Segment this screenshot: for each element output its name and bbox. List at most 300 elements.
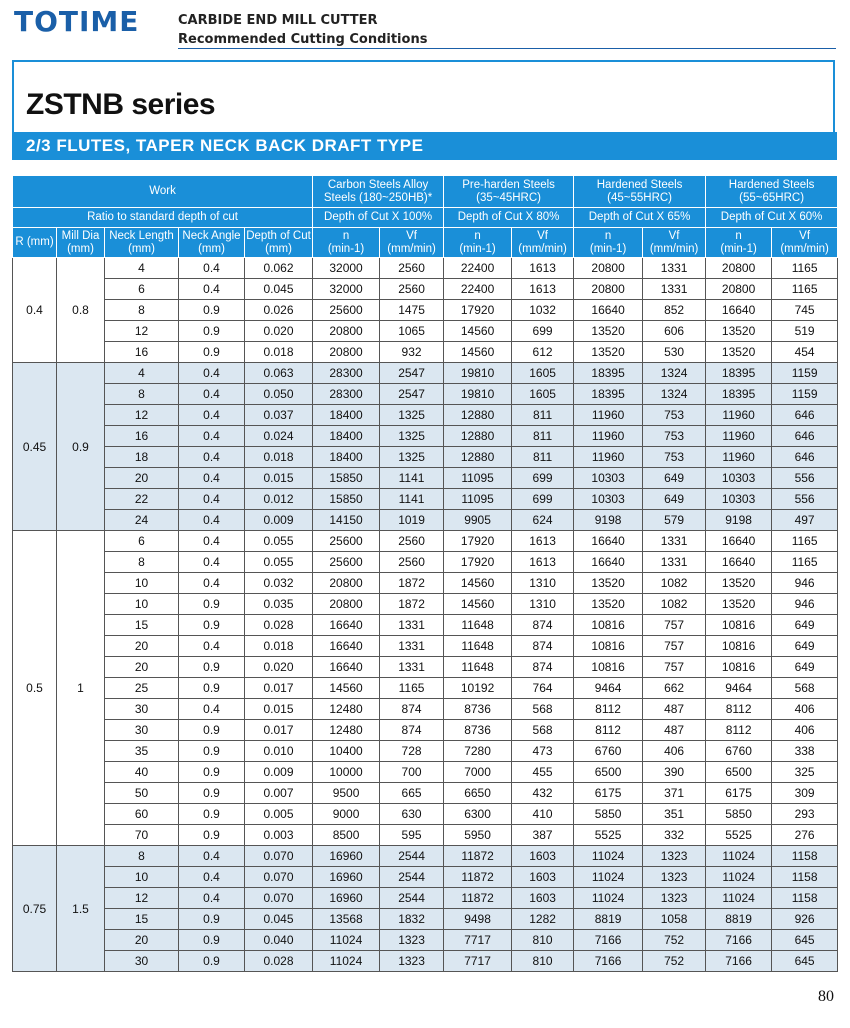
table-cell: 9198 [706,510,772,531]
table-cell: 1331 [643,279,706,300]
table-cell: 22400 [444,258,512,279]
table-cell: 1872 [380,573,444,594]
table-cell: 11024 [574,867,643,888]
table-cell: 16640 [313,657,380,678]
material-header: Carbon Steels Alloy Steels (180~250HB)* [313,176,444,208]
table-cell: 18395 [574,384,643,405]
radius-cell: 0.75 [13,846,57,972]
table-row [13,573,838,594]
table-cell: 0.020 [245,657,313,678]
table-cell: 10816 [574,657,643,678]
table-cell: 874 [380,720,444,741]
table-cell: 1159 [772,384,838,405]
table-cell: 645 [772,930,838,951]
table-row [13,657,838,678]
table-cell: 1019 [380,510,444,531]
table-cell: 0.9 [179,909,245,930]
table-cell: 1065 [380,321,444,342]
table-cell: 5525 [706,825,772,846]
table-row [13,783,838,804]
table-cell: 12480 [313,699,380,720]
table-cell: 11960 [574,426,643,447]
table-cell: 14560 [444,342,512,363]
table-cell: 16960 [313,867,380,888]
series-subtitle-bar: 2/3 FLUTES, TAPER NECK BACK DRAFT TYPE [12,132,837,160]
material-header: Pre-harden Steels (35~45HRC) [444,176,574,208]
doc-header: Depth of Cut X 80% [444,208,574,228]
table-cell: 17920 [444,300,512,321]
table-cell: 332 [643,825,706,846]
table-cell: 1613 [512,531,574,552]
table-cell: 1325 [380,405,444,426]
table-cell: 16640 [313,636,380,657]
table-cell: 7166 [574,930,643,951]
table-cell: 11648 [444,657,512,678]
table-row [13,804,838,825]
table-cell: 8 [105,846,179,867]
table-cell: 811 [512,447,574,468]
table-cell: 8 [105,552,179,573]
table-cell: 487 [643,699,706,720]
table-cell: 757 [643,657,706,678]
table-cell: 406 [772,699,838,720]
table-cell: 5850 [706,804,772,825]
table-cell: 22400 [444,279,512,300]
table-cell: 12880 [444,405,512,426]
table-cell: 0.4 [179,531,245,552]
vf-column-header: Vf (mm/min) [380,228,444,258]
table-row [13,447,838,468]
table-cell: 6760 [706,741,772,762]
table-cell: 0.4 [179,636,245,657]
mill-dia-cell: 0.9 [57,363,105,531]
table-cell: 6650 [444,783,512,804]
table-cell: 874 [512,615,574,636]
table-row [13,510,838,531]
table-cell: 646 [772,426,838,447]
table-row [13,888,838,909]
doc-header: Depth of Cut X 65% [574,208,706,228]
table-cell: 0.063 [245,363,313,384]
table-cell: 0.009 [245,510,313,531]
table-cell: 530 [643,342,706,363]
table-cell: 6 [105,279,179,300]
table-cell: 20800 [313,321,380,342]
header-rule [178,48,836,49]
table-cell: 1832 [380,909,444,930]
table-cell: 15 [105,615,179,636]
table-row [13,930,838,951]
table-cell: 18400 [313,405,380,426]
table-cell: 0.4 [179,363,245,384]
table-cell: 5525 [574,825,643,846]
table-cell: 6500 [574,762,643,783]
table-cell: 18400 [313,426,380,447]
table-cell: 16640 [574,552,643,573]
table-cell: 7280 [444,741,512,762]
table-cell: 8112 [574,699,643,720]
table-cell: 11648 [444,615,512,636]
table-cell: 309 [772,783,838,804]
table-cell: 0.9 [179,720,245,741]
table-cell: 0.9 [179,930,245,951]
table-cell: 757 [643,615,706,636]
table-cell: 11960 [706,405,772,426]
table-cell: 0.070 [245,888,313,909]
mill-dia-cell: 1.5 [57,846,105,972]
table-cell: 0.028 [245,615,313,636]
table-cell: 20 [105,468,179,489]
table-cell: 9464 [574,678,643,699]
table-cell: 19810 [444,363,512,384]
table-cell: 0.037 [245,405,313,426]
table-cell: 556 [772,468,838,489]
n-column-header: n (min-1) [444,228,512,258]
table-cell: 20800 [706,279,772,300]
table-cell: 487 [643,720,706,741]
table-cell: 20800 [706,258,772,279]
table-cell: 455 [512,762,574,783]
table-cell: 1032 [512,300,574,321]
table-cell: 11024 [574,846,643,867]
table-cell: 10 [105,594,179,615]
table-cell: 6 [105,531,179,552]
table-cell: 18 [105,447,179,468]
table-cell: 0.017 [245,678,313,699]
table-cell: 1323 [380,930,444,951]
table-cell: 1158 [772,888,838,909]
table-cell: 0.035 [245,594,313,615]
work-header: Work [13,176,313,208]
table-row [13,846,838,867]
table-cell: 14560 [444,321,512,342]
column-header: Neck Length (mm) [105,228,179,258]
table-cell: 19810 [444,384,512,405]
vf-column-header: Vf (mm/min) [643,228,706,258]
table-cell: 9464 [706,678,772,699]
header-title: CARBIDE END MILL CUTTER [178,13,378,28]
table-cell: 662 [643,678,706,699]
table-cell: 13568 [313,909,380,930]
table-cell: 1331 [643,531,706,552]
table-cell: 9198 [574,510,643,531]
table-cell: 0.026 [245,300,313,321]
table-cell: 11024 [706,846,772,867]
table-cell: 17920 [444,531,512,552]
table-cell: 1282 [512,909,574,930]
table-cell: 624 [512,510,574,531]
table-cell: 1082 [643,573,706,594]
table-cell: 1058 [643,909,706,930]
page-number: 80 [818,988,834,1005]
vf-column-header: Vf (mm/min) [772,228,838,258]
table-cell: 25 [105,678,179,699]
table-cell: 16 [105,426,179,447]
table-cell: 874 [512,657,574,678]
table-cell: 2560 [380,531,444,552]
table-cell: 454 [772,342,838,363]
table-cell: 10303 [706,468,772,489]
table-cell: 2544 [380,867,444,888]
table-cell: 665 [380,783,444,804]
vf-column-header: Vf (mm/min) [512,228,574,258]
table-cell: 8112 [574,720,643,741]
table-cell: 1165 [772,552,838,573]
table-cell: 1141 [380,468,444,489]
table-cell: 406 [772,720,838,741]
radius-cell: 0.5 [13,531,57,846]
table-cell: 28300 [313,363,380,384]
column-header: R (mm) [13,228,57,258]
table-cell: 10 [105,573,179,594]
table-cell: 0.9 [179,783,245,804]
table-cell: 12480 [313,720,380,741]
table-cell: 0.4 [179,552,245,573]
table-cell: 16640 [574,531,643,552]
table-cell: 8 [105,300,179,321]
table-cell: 1331 [380,615,444,636]
table-cell: 13520 [574,573,643,594]
table-row [13,321,838,342]
material-header: Hardened Steels (55~65HRC) [706,176,838,208]
table-cell: 11024 [706,867,772,888]
series-title: ZSTNB series [26,88,216,121]
table-cell: 0.007 [245,783,313,804]
table-cell: 0.9 [179,300,245,321]
table-cell: 0.9 [179,762,245,783]
table-cell: 410 [512,804,574,825]
table-row [13,552,838,573]
table-cell: 0.010 [245,741,313,762]
table-cell: 1605 [512,384,574,405]
table-cell: 926 [772,909,838,930]
table-row [13,279,838,300]
table-cell: 25600 [313,552,380,573]
table-cell: 20800 [313,342,380,363]
table-cell: 11960 [706,426,772,447]
table-cell: 11960 [574,405,643,426]
table-cell: 612 [512,342,574,363]
table-cell: 20 [105,930,179,951]
table-cell: 14150 [313,510,380,531]
table-cell: 12 [105,405,179,426]
table-cell: 1324 [643,384,706,405]
table-cell: 1613 [512,258,574,279]
table-cell: 0.4 [179,510,245,531]
table-cell: 5850 [574,804,643,825]
table-cell: 15850 [313,489,380,510]
table-cell: 810 [512,930,574,951]
table-cell: 8736 [444,699,512,720]
table-cell: 276 [772,825,838,846]
table-row [13,678,838,699]
table-cell: 1323 [643,888,706,909]
table-cell: 13520 [706,594,772,615]
table-cell: 1165 [380,678,444,699]
table-cell: 0.018 [245,342,313,363]
table-cell: 12 [105,888,179,909]
table-cell: 16640 [574,300,643,321]
table-row [13,720,838,741]
table-cell: 0.9 [179,342,245,363]
table-cell: 1141 [380,489,444,510]
table-cell: 0.012 [245,489,313,510]
table-cell: 0.4 [179,699,245,720]
table-cell: 0.4 [179,489,245,510]
table-row [13,762,838,783]
table-cell: 8736 [444,720,512,741]
table-cell: 1872 [380,594,444,615]
table-cell: 390 [643,762,706,783]
table-cell: 1331 [643,258,706,279]
table-cell: 11095 [444,468,512,489]
table-cell: 0.018 [245,636,313,657]
table-cell: 2544 [380,846,444,867]
table-row [13,909,838,930]
table-cell: 10816 [574,615,643,636]
table-cell: 15 [105,909,179,930]
table-row [13,636,838,657]
table-cell: 1613 [512,279,574,300]
table-cell: 7000 [444,762,512,783]
table-cell: 1323 [380,951,444,972]
table-cell: 1603 [512,867,574,888]
table-cell: 0.032 [245,573,313,594]
table-cell: 325 [772,762,838,783]
table-cell: 11024 [313,951,380,972]
table-cell: 1310 [512,573,574,594]
table-cell: 1331 [380,657,444,678]
table-cell: 568 [772,678,838,699]
table-cell: 0.4 [179,426,245,447]
table-cell: 646 [772,405,838,426]
table-cell: 4 [105,363,179,384]
table-cell: 432 [512,783,574,804]
table-cell: 10400 [313,741,380,762]
table-cell: 8819 [706,909,772,930]
table-cell: 0.020 [245,321,313,342]
table-cell: 18395 [706,384,772,405]
table-cell: 649 [772,636,838,657]
table-cell: 10816 [574,636,643,657]
table-cell: 1325 [380,426,444,447]
table-cell: 30 [105,951,179,972]
table-row [13,951,838,972]
table-row [13,594,838,615]
table-cell: 0.017 [245,720,313,741]
header-row-columns [13,228,838,258]
table-cell: 13520 [574,321,643,342]
table-cell: 1310 [512,594,574,615]
table-cell: 0.4 [179,867,245,888]
table-cell: 473 [512,741,574,762]
table-cell: 18395 [574,363,643,384]
table-cell: 10192 [444,678,512,699]
table-cell: 371 [643,783,706,804]
table-cell: 606 [643,321,706,342]
table-cell: 0.4 [179,405,245,426]
table-cell: 1165 [772,258,838,279]
table-cell: 1605 [512,363,574,384]
table-cell: 752 [643,951,706,972]
table-cell: 9000 [313,804,380,825]
table-cell: 30 [105,720,179,741]
column-header: Mill Dia (mm) [57,228,105,258]
table-cell: 0.9 [179,741,245,762]
table-cell: 0.055 [245,552,313,573]
table-cell: 497 [772,510,838,531]
table-cell: 874 [512,636,574,657]
table-cell: 7166 [706,951,772,972]
table-cell: 0.015 [245,699,313,720]
table-cell: 6175 [574,783,643,804]
table-cell: 764 [512,678,574,699]
table-cell: 0.4 [179,888,245,909]
table-cell: 20 [105,657,179,678]
table-cell: 757 [643,636,706,657]
table-row [13,258,838,279]
cutting-conditions-table [12,175,838,972]
table-cell: 20800 [574,258,643,279]
table-row [13,300,838,321]
table-cell: 745 [772,300,838,321]
header-row-ratio [13,208,838,228]
table-cell: 20800 [574,279,643,300]
table-cell: 630 [380,804,444,825]
table-cell: 12880 [444,447,512,468]
table-cell: 11872 [444,867,512,888]
table-cell: 14560 [313,678,380,699]
table-cell: 14560 [444,594,512,615]
table-cell: 10 [105,867,179,888]
table-cell: 946 [772,573,838,594]
table-row [13,405,838,426]
table-cell: 30 [105,699,179,720]
table-cell: 22 [105,489,179,510]
table-cell: 1158 [772,867,838,888]
table-cell: 28300 [313,384,380,405]
table-cell: 20800 [313,573,380,594]
table-cell: 932 [380,342,444,363]
table-cell: 1323 [643,846,706,867]
table-cell: 7166 [574,951,643,972]
table-cell: 699 [512,489,574,510]
table-cell: 20 [105,636,179,657]
table-cell: 293 [772,804,838,825]
n-column-header: n (min-1) [706,228,772,258]
table-cell: 10303 [574,468,643,489]
table-cell: 0.018 [245,447,313,468]
table-cell: 12880 [444,426,512,447]
table-cell: 579 [643,510,706,531]
material-header: Hardened Steels (45~55HRC) [574,176,706,208]
radius-cell: 0.4 [13,258,57,363]
table-cell: 9500 [313,783,380,804]
table-cell: 0.070 [245,867,313,888]
table-cell: 0.040 [245,930,313,951]
brand-logo: TOTIME [14,5,140,38]
table-cell: 10816 [706,615,772,636]
table-cell: 11648 [444,636,512,657]
table-cell: 1603 [512,846,574,867]
table-cell: 13520 [706,342,772,363]
table-cell: 25600 [313,531,380,552]
table-cell: 12 [105,321,179,342]
table-cell: 16640 [706,531,772,552]
table-cell: 753 [643,426,706,447]
table-cell: 10816 [706,636,772,657]
table-cell: 8112 [706,720,772,741]
